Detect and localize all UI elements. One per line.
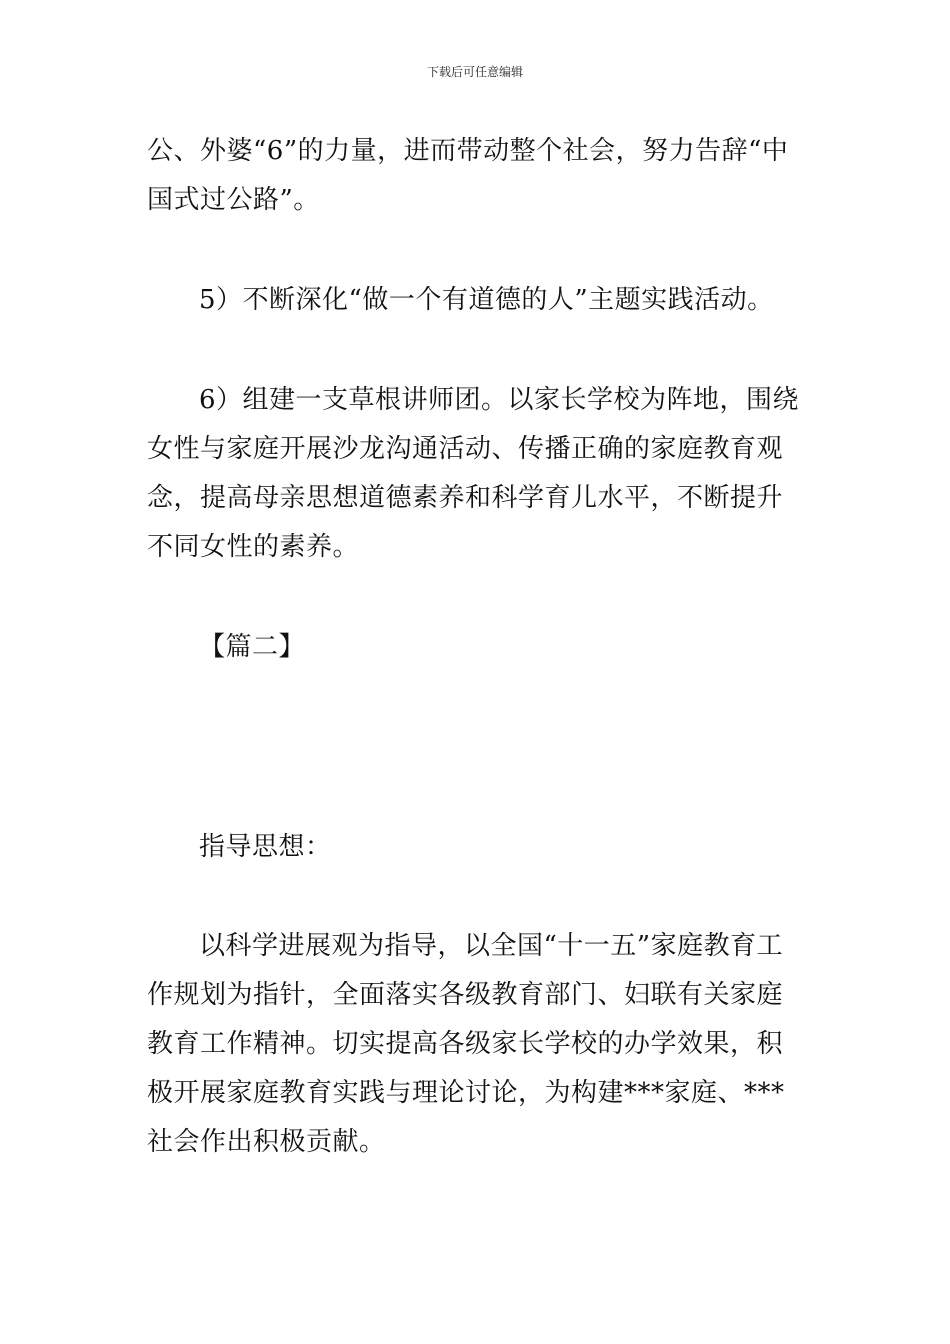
- paragraph-item-6: 6）组建一支草根讲师团。以家长学校为阵地，围绕女性与家庭开展沙龙沟通活动、传播正确的家庭教育观念，提高母亲思想道德素养和科学育儿水平，不断提升不同女性的素养。: [147, 385, 800, 562]
- paragraph-guiding-thought: 以科学进展观为指导，以全国“十一五”家庭教育工作规划为指针，全面落实各级教育部门、妇联有关家庭教育工作精神。切实提高各级家长学校的办学效果，积极开展家庭教育实践与理论讨论，为构建***家庭、***社会作出积极贡献。: [147, 931, 785, 1157]
- paragraph-item-5: 5）不断深化“做一个有道德的人”主题实践活动。: [199, 285, 774, 315]
- paragraph-continuation: 公、外婆“6”的力量，进而带动整个社会，努力告辞“中国式过公路”。: [147, 136, 789, 215]
- subheading-guiding-thought: 指导思想：: [199, 832, 332, 862]
- section-heading: 【篇二】: [199, 632, 306, 662]
- page-header: 下载后可任意编辑: [426, 65, 523, 79]
